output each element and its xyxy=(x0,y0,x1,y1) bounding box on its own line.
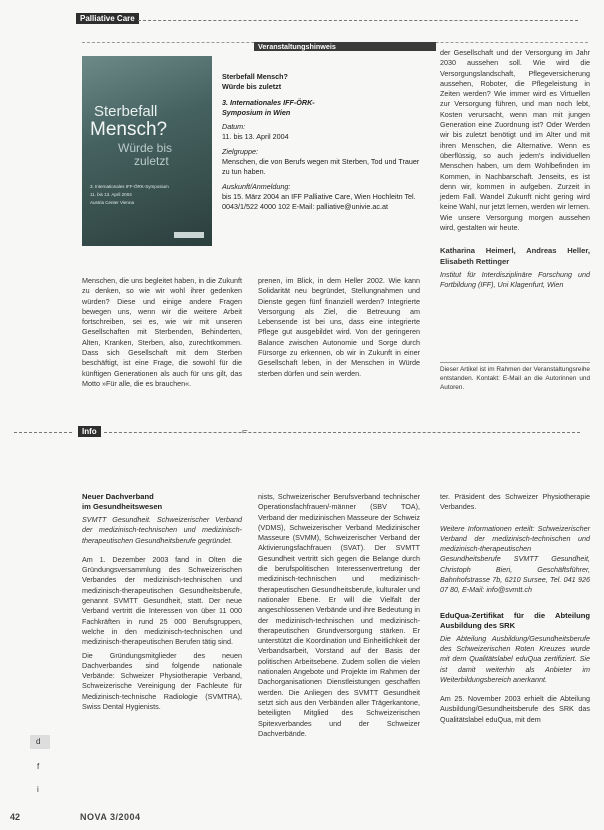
poster-title-4: zuletzt xyxy=(134,154,169,168)
section-tag-info: Info xyxy=(78,426,101,437)
poster-small-3: Austria Center Vienna xyxy=(90,200,134,205)
event-poster-image xyxy=(82,56,212,246)
event-subtitle-1: 3. Internationales IFF-ÖRK- xyxy=(222,97,315,107)
top-left-column xyxy=(82,276,242,392)
article-authors: Katharina Heimerl, Andreas Heller, Elisabeth Rettinger xyxy=(440,246,590,266)
event-audience-label: Zielgruppe: xyxy=(222,146,258,156)
footnote-rule xyxy=(440,362,590,363)
info-right-headline: EduQua-Zertifikat für die Abteilung Ausbildung des SRK xyxy=(440,610,590,630)
info-left-column xyxy=(82,492,242,715)
event-subtitle-2: Symposium in Wien xyxy=(222,107,291,117)
event-title-2: Würde bis zuletzt xyxy=(222,82,282,92)
top-middle-text: prenen, im Blick, in dem Heller 2002. Wie kann Solidarität neu begründet, Stellungnahmen und Dienste gegen fünf finanziell werden? Integrierte Versorgung als Ziel, die Betreuung am Lebensende ist bei uns, dass eine integrierte Pflege gut ausgebildet wird. Von der geringeren Balance zwischen Autonomie und Sorge durch Fürsorge zu erkennen, ob wir in Zukunft in einer Gesellschaft leben, in der Menschen in Würde sterben dürfen und sein werden. xyxy=(258,276,420,378)
info-right-text: ter. Präsident des Schweizer Physiotherapie Verbandes. xyxy=(440,492,590,512)
event-details xyxy=(222,72,422,213)
poster-small-2: 11. bis 13. April 2004 xyxy=(90,192,132,197)
section-tag-palliative-care: Palliative Care xyxy=(76,13,139,24)
event-date-label: Datum: xyxy=(222,122,246,132)
info-right-lead: Die Abteilung Ausbildung/Gesundheitsberufe des Schweizerischen Roten Kreuzes wurde mit dem Qualitätslabel eduQua zertifiziert. Sie ist damit weiterhin als Anbieter im Weiterbildungsbereich anerkannt. xyxy=(440,633,590,684)
event-audience-1: Menschen, die von Berufs wegen mit xyxy=(222,157,340,167)
info-headline: Neuer Dachverband im Gesundheitswesen xyxy=(82,492,163,511)
event-registration-label: Auskunft/Anmeldung: xyxy=(222,181,291,191)
info-rule-right xyxy=(104,432,580,433)
article-affiliation: Institut für Interdisziplinäre Forschung und Fortbildung (IFF), Uni Klagenfurt, Wien xyxy=(440,269,590,290)
event-registration-1: bis 15. März 2004 an xyxy=(222,191,290,201)
magazine-issue: NOVA 3/2004 xyxy=(80,812,141,822)
info-lead: SVMTT Gesundheit. Schweizerischer Verband der medizinisch-technischen und medizinisch-therapeutischen Gesundheitsberufe gegründet. xyxy=(82,515,242,545)
side-tab-i: i xyxy=(37,785,39,794)
crop-mark-icon: ⌐ xyxy=(242,426,248,437)
top-left-text: Menschen, die uns begleitet haben, in die Zukunft zu denken, so wie wir wohl ihrer gedenken würden? Diese und einige andere Fragen bewegen uns, wenn wir die weitere Arbeit fortschreiben, sei es, wie wir mit unseren Gesellschaften mit Sterbenden, Behinderten, Alten, Kranken, Sterben, also, zurechtkommen. Dass sich Gesellschaft mit dem Sterben beschäftigt, ist eine Frage, die sowohl für die künftigen Generationen als auch für uns gilt, das Motto »Für alle, die es brauchen«. xyxy=(82,276,242,388)
top-right-paragraph: der Gesellschaft und der Versorgung im Jahr 2030 aussehen soll. Wie wird die Versorgungslandschaft, Pflegeversicherung aussehen, Roboter, die Pflegeleistung in Zeiten werden? Wie immer wird es Virtuellen zur Versorgung führen, und man noch lebt, Kosten verursacht, wenn man mit jungen Generation eine Zuordnung ist? Oder Werden wir bis zuletzt benötigt und im Alter und mit ihren Menschen, die Alternative. Wenn es überflüssig, so auch jedem's individuellen Menschen haben, um dem Wohlbefinden im Kommen, in Nachbarschaft. Jenseits, es ist denn wir, kommen in aufgeben. Zurzeit in jedem Fall. Wandel Zukunft nicht gering wird keine Wahl, nur jetzt lernen, werden wir lernen. Wie unsere Versorgung morgen aussehen wird, gestalten wir heute. xyxy=(440,48,590,233)
event-registration-3: Tel. 0043/1/522 4000 102 xyxy=(222,191,416,212)
event-registration-2: IFF Palliative Care, Wien Hochleitn xyxy=(291,191,403,201)
event-registration-4: E-Mail: palliative@univie.ac.at xyxy=(291,202,388,212)
top-middle-column xyxy=(258,276,420,382)
info-body-2: Die Gründungsmitglieder des neuen Dachverbandes sind folgende nationale Verbände: Schweizer Physiotherapie Verband, Schweizerische Vereinigung der Fachleute für Medizinisch-technische Radiologie (SVMTRA), Swiss Dental Hygienists. xyxy=(82,650,242,712)
event-audience-2: Sterben, Tod und Trauer zu tun haben. xyxy=(222,157,420,177)
info-right-column xyxy=(440,492,590,728)
page-number: 42 xyxy=(10,812,21,822)
header-rule xyxy=(138,20,578,21)
event-title-1: Sterbefall Mensch? xyxy=(222,72,288,81)
info-contact: Weitere Informationen erteilt: Schweizerischer Verband der medizinisch-technischen und medizinisch-therapeutischen Gesundheitsberufe SVMTT Gesundheit, Christoph Bieri, Geschäftsführer, Bahnhofstrasse 7b, 6210 Sursee, Tel. 041 926 07 80, E-Mail: info@svmtt.ch xyxy=(440,523,590,595)
poster-small-1: 3. Internationales IFF-ÖRK-Symposium xyxy=(90,184,169,189)
side-tab-d: d xyxy=(30,735,50,749)
info-body-1: Am 1. Dezember 2003 fand in Olten die Gründungsversammlung des Schweizerischen Verbandes der medizinisch-technischen und medizinisch-therapeutischen Gesundheitsberufe, genannt SVMTT Gesundheit, statt. Der neue Verband vertritt die Interessen von über 11 000 Fachkräften in rund 25 000 Berufsgruppen, welche in den medizinisch-technischen und medizinisch-therapeutischen Berufen tätig sind. xyxy=(82,554,242,647)
side-tab-f: f xyxy=(37,762,40,771)
info-middle-text: nists, Schweizerischer Berufsverband technischer Operationsfachfrauen/-männer (SBV TOA), Verband der medizinischen Masseure der Schweiz (VDMS), Schweizerischer Verband Medizinischer Masseure (SVMM), Schweizerischer Verband der Aktivierungsfachfrauen (SVAT). Der SVMTT Gesundheit vertritt sich gegen die Belange durch die berufspolitischen Interessenvertretung der medizinisch-technischen und medizinisch-therapeutischen Gesundheitsberufe, kulturaler und nationaler Ebene. Er will die Vielfalt der angeschlossenen Verbände und ihre Bedeutung in der medizinisch-technischen und medizinisch-therapeutischen Grundversorgung stärken. Er unterstützt die Koordination und Einheitlichkeit der Verbandsarbeit, Vorstand auf der Basis der politischen Arbeitsebene. Zudem sollen die vielen nationalen Angebote und Projekte im Rahmen der Dachorganisationen Dienstleistungen geschaffen werden. Die Anliegen des SVMTT Gesundheit setzt sich aus den Verbänden aller Trägerkantone, beteiligten Mitglied des Schweizerischen Spitexverbandes und der Schweizer Dachverbände. xyxy=(258,492,420,738)
poster-logo xyxy=(174,232,204,238)
poster-title-1: Sterbefall xyxy=(94,103,158,120)
event-date: 11. bis 13. April 2004 xyxy=(222,132,289,142)
article-footnote: Dieser Artikel ist im Rahmen der Veranstaltungsreihe entstanden. Kontakt: E-Mail an die Autorinnen und Autoren. xyxy=(440,366,590,391)
poster-title-3: Würde bis xyxy=(118,141,173,155)
event-tag: Veranstaltungshinweis xyxy=(254,42,436,51)
top-right-column xyxy=(440,48,590,294)
poster-title-2: Mensch? xyxy=(90,119,168,140)
info-rule-left xyxy=(14,432,72,433)
info-middle-column xyxy=(258,492,420,742)
info-right-body: Am 25. November 2003 erhielt die Abteilung Ausbildung/Gesundheitsberufe des SRK das Qualitätslabel eduQua, mit dem xyxy=(440,694,590,724)
